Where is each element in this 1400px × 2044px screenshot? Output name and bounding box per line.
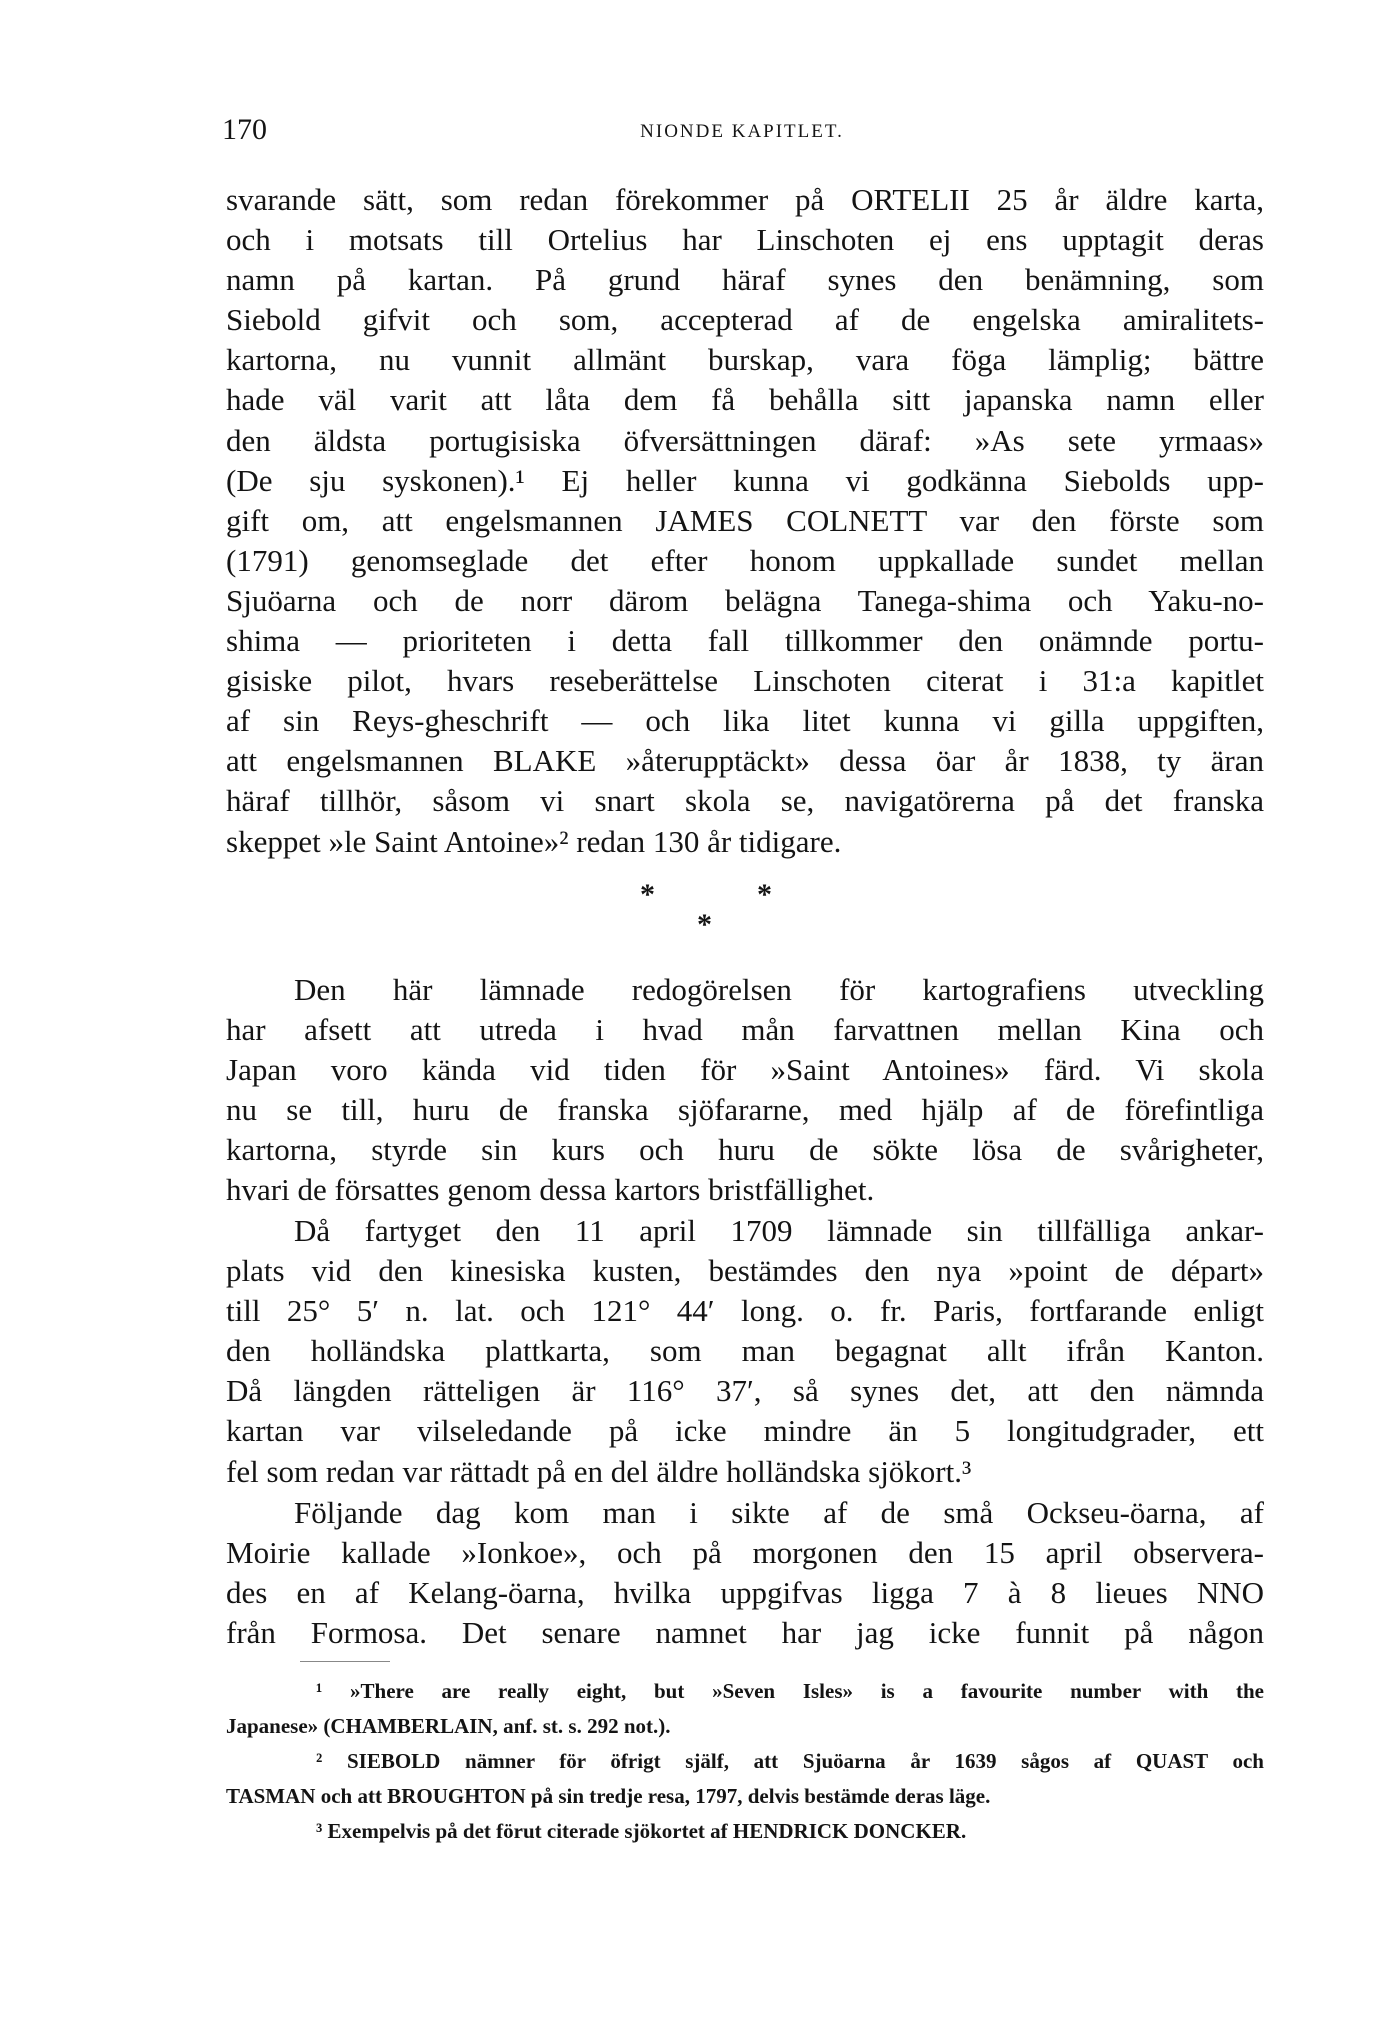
running-head: NIONDE KAPITLET. <box>640 121 844 142</box>
text-line: plats vid den kinesiska kusten, bestämdes den nya »point de départ» <box>226 1253 1264 1289</box>
text-line: (De sju syskonen).¹ Ej heller kunna vi godkänna Siebolds upp- <box>226 462 1264 498</box>
footnote-line: ³ Exempelvis på det förut citerade sjökortet af HENDRICK DONCKER. <box>316 1819 967 1843</box>
text-line: fel som redan var rättadt på en del äldre holländska sjökort.³ <box>226 1453 972 1489</box>
footnotes <box>226 1674 1264 1849</box>
text-line: från Formosa. Det senare namnet har jag icke funnit på någon <box>226 1615 1264 1651</box>
text-line: kartorna, nu vunnit allmänt burskap, vara föga lämplig; bättre <box>226 342 1264 378</box>
text-line: hvari de försattes genom dessa kartors bristfällighet. <box>226 1172 875 1208</box>
text-line: kartan var vilseledande på icke mindre än 5 longitudgrader, ett <box>226 1413 1264 1449</box>
text-line: den äldsta portugisiska öfversättningen däraf: »As sete yrmaas» <box>226 422 1264 458</box>
text-line: Följande dag kom man i sikte af de små Ockseu-öarna, af <box>294 1495 1264 1530</box>
footnote-divider <box>300 1661 390 1662</box>
text-line: gift om, att engelsmannen JAMES COLNETT var den förste som <box>226 502 1264 538</box>
text-line: namn på kartan. På grund häraf synes den benämning, som <box>226 262 1264 298</box>
asterisk: * <box>757 878 772 911</box>
footnote-line: Japanese» (CHAMBERLAIN, anf. st. s. 292 not.). <box>226 1714 671 1738</box>
paragraph-2 <box>226 970 1264 1211</box>
paragraph-4 <box>226 1493 1264 1653</box>
page-number: 170 <box>222 113 267 146</box>
text-line: kartorna, styrde sin kurs och huru de sökte lösa de svårigheter, <box>226 1132 1264 1168</box>
paragraph-3 <box>226 1211 1264 1492</box>
text-line: Då fartyget den 11 april 1709 lämnade sin tillfälliga ankar- <box>294 1213 1264 1248</box>
page-header <box>222 110 1262 150</box>
text-line: har afsett att utreda i hvad mån farvattnen mellan Kina och <box>226 1012 1264 1048</box>
text-line: gisiske pilot, hvars reseberättelse Linschoten citerat i 31:a kapitlet <box>226 663 1264 699</box>
text-line: Siebold gifvit och som, accepterad af de engelska amiralitets- <box>226 302 1264 338</box>
text-line: (1791) genomseglade det efter honom uppkallade sundet mellan <box>226 542 1264 578</box>
text-line: Moirie kallade »Ionkoe», och på morgonen den 15 april observera- <box>226 1535 1264 1571</box>
text-line: des en af Kelang-öarna, hvilka uppgifvas ligga 7 à 8 lieues NNO <box>226 1575 1264 1611</box>
text-line: att engelsmannen BLAKE »återupptäckt» dessa öar år 1838, ty äran <box>226 743 1264 779</box>
text-line: Japan voro kända vid tiden för »Saint Antoines» färd. Vi skola <box>226 1052 1264 1088</box>
text-line: nu se till, huru de franska sjöfararne, med hjälp af de förefintliga <box>226 1092 1264 1128</box>
text-line: skeppet »le Saint Antoine»² redan 130 år tidigare. <box>226 823 842 859</box>
text-line: till 25° 5′ n. lat. och 121° 44′ long. o. fr. Paris, fortfarande enligt <box>226 1293 1264 1329</box>
asterisk: * <box>640 878 655 911</box>
text-line: och i motsats till Ortelius har Linschoten ej ens upptagit deras <box>226 222 1264 258</box>
asterisk: * <box>697 908 712 941</box>
text-line: svarande sätt, som redan förekommer på ORTELII 25 år äldre karta, <box>226 182 1264 217</box>
footnote-line: ¹ »There are really eight, but »Seven Isles» is a favourite number with the <box>316 1679 1264 1703</box>
text-line: Den här lämnade redogörelsen för kartografiens utveckling <box>294 972 1264 1007</box>
text-line: den holländska plattkarta, som man begagnat allt ifrån Kanton. <box>226 1333 1264 1369</box>
text-line: häraf tillhör, såsom vi snart skola se, navigatörerna på det franska <box>226 783 1264 819</box>
text-line: hade väl varit att låta dem få behålla sitt japanska namn eller <box>226 382 1264 418</box>
footnote-line: ² SIEBOLD nämner för öfrigt själf, att Sjuöarna år 1639 sågos af QUAST och <box>316 1749 1264 1773</box>
text-line: Sjuöarna och de norr därom belägna Tanega-shima och Yaku-no- <box>226 582 1264 618</box>
text-line: Då längden rätteligen är 116° 37′, så synes det, att den nämnda <box>226 1373 1264 1409</box>
section-separator <box>640 880 810 950</box>
footnote-line: TASMAN och att BROUGHTON på sin tredje resa, 1797, delvis bestämde deras läge. <box>226 1784 991 1808</box>
paragraph-1 <box>226 180 1264 862</box>
text-line: shima — prioriteten i detta fall tillkommer den onämnde portu- <box>226 623 1264 659</box>
text-line: af sin Reys-gheschrift — och lika litet kunna vi gilla uppgiften, <box>226 703 1264 739</box>
